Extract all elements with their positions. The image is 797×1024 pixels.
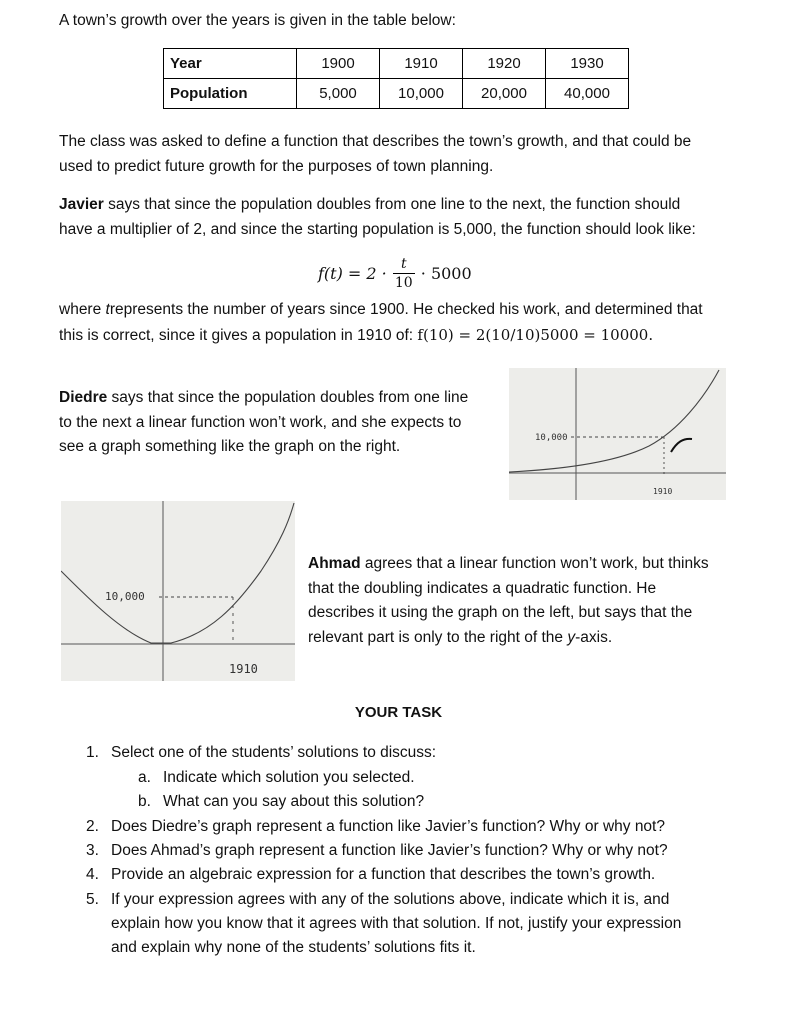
javier-formula xyxy=(318,250,472,296)
student-name-ahmad: Ahmad xyxy=(308,555,361,572)
table-cell: 10,000 xyxy=(380,79,463,109)
task-number: 3. xyxy=(86,842,99,859)
task-text: and explain why none of the students’ solutions fits it. xyxy=(111,939,476,956)
task-text: explain how you know that it agrees with that solution. If not, justify your expression xyxy=(111,915,682,932)
formula-denominator: 10 xyxy=(394,274,413,291)
table-cell: 1900 xyxy=(297,49,380,79)
table-header-population: Population xyxy=(164,79,297,109)
exponential-curve xyxy=(509,370,719,472)
task-text: Indicate which solution you selected. xyxy=(163,769,415,786)
graph-label-y: 10,000 xyxy=(535,433,568,443)
task-number: 4. xyxy=(86,866,99,883)
graph-label-x: 1910 xyxy=(653,487,673,496)
paragraph-line xyxy=(59,323,703,349)
task-number: a. xyxy=(138,769,151,786)
paragraph-line: to the next a linear function won’t work, and she expects to xyxy=(59,413,462,431)
student-name-diedre: Diedre xyxy=(59,389,108,406)
student-name-javier: Javier xyxy=(59,196,104,213)
task-item xyxy=(86,839,668,863)
task-number: 1. xyxy=(86,744,99,761)
parabola-curve xyxy=(61,503,294,643)
paragraph-text: relevant part is only to the right of the xyxy=(308,628,568,646)
task-text: Select one of the students’ solutions to discuss: xyxy=(111,744,437,761)
task-number: 2. xyxy=(86,818,99,835)
graph-label-x: 1910 xyxy=(229,662,258,676)
table-cell: 40,000 xyxy=(546,79,629,109)
paragraph-text: says that since the population doubles from one line xyxy=(107,389,469,406)
intro-text: A town’s growth over the years is given in the table below: xyxy=(59,12,456,29)
task-title: YOUR TASK xyxy=(354,704,443,721)
table-cell: 1910 xyxy=(380,49,463,79)
task-text: Provide an algebraic expression for a function that describes the town’s growth. xyxy=(111,866,656,883)
paragraph-text: where xyxy=(59,301,106,318)
formula-rhs: · 5000 xyxy=(420,263,472,283)
ahmad-paragraph xyxy=(308,552,709,650)
task-item xyxy=(86,888,670,912)
task-text: Does Ahmad’s graph represent a function like Javier’s function? Why or why not? xyxy=(111,842,668,859)
task-number: 5. xyxy=(86,891,99,908)
paragraph-text: says that since the population doubles from one line to the next, the function should xyxy=(103,196,681,213)
task-text: If your expression agrees with any of the solutions above, indicate which it is, and xyxy=(111,891,670,908)
diedre-graph xyxy=(509,368,726,500)
javier-check-paragraph xyxy=(59,298,703,348)
diedre-paragraph xyxy=(59,386,468,460)
ahmad-graph-photo xyxy=(61,501,295,681)
paragraph-text: agrees that a linear function won’t work, but thinks xyxy=(360,555,709,572)
javier-paragraph xyxy=(59,193,696,242)
task-text: Does Diedre’s graph represent a function like Javier’s function? Why or why not? xyxy=(111,818,665,835)
population-table xyxy=(163,48,629,109)
graph-label-y: 10,000 xyxy=(105,590,145,603)
table-cell: 1930 xyxy=(546,49,629,79)
ahmad-graph xyxy=(61,501,295,681)
formula-fraction xyxy=(393,255,415,292)
task-item xyxy=(86,815,665,839)
paragraph-line xyxy=(59,386,468,411)
paragraph-line: see a graph something like the graph on the right. xyxy=(59,438,401,455)
paragraph-text: -axis. xyxy=(575,628,613,646)
table-cell: 1920 xyxy=(463,49,546,79)
formula-numerator: t xyxy=(400,255,407,272)
paragraph-line: that the doubling indicates a quadratic function. He xyxy=(308,579,657,597)
class-paragraph xyxy=(59,130,691,179)
task-subitem xyxy=(138,766,415,790)
table-header-year: Year xyxy=(164,49,297,79)
paragraph-line: The class was asked to define a function that describes the town’s growth, and that could be xyxy=(59,133,692,150)
curve-marker xyxy=(671,439,692,452)
paragraph-line xyxy=(59,193,696,218)
paragraph-line: describes it using the graph on the left, but says that the xyxy=(308,604,693,621)
variable-t: t xyxy=(105,301,110,318)
task-text: What can you say about this solution? xyxy=(163,793,425,810)
paragraph-line: have a multiplier of 2, and since the starting population is 5,000, the function should look like: xyxy=(59,220,696,238)
paragraph-text: represents the number of years since 1900. He checked his work, and determined that xyxy=(109,301,703,318)
paragraph-line: used to predict future growth for the purposes of town planning. xyxy=(59,157,494,175)
task-number: b. xyxy=(138,793,151,810)
paragraph-line xyxy=(308,626,709,651)
diedre-graph-photo xyxy=(509,368,726,500)
paragraph-line xyxy=(308,552,709,577)
table-cell: 20,000 xyxy=(463,79,546,109)
paragraph-text: this is correct, since it gives a population in 1910 of: xyxy=(59,326,418,344)
table-row xyxy=(164,79,629,109)
inline-math: f(10) = 2(10/10)5000 = 10000. xyxy=(417,325,654,344)
table-row xyxy=(164,49,629,79)
task-item xyxy=(86,863,656,887)
task-subitem xyxy=(138,790,425,814)
paragraph-line xyxy=(59,298,703,323)
formula-lhs: f(t) = 2 · xyxy=(318,263,387,283)
variable-y: y xyxy=(567,628,576,646)
table-cell: 5,000 xyxy=(297,79,380,109)
task-item xyxy=(86,741,437,765)
